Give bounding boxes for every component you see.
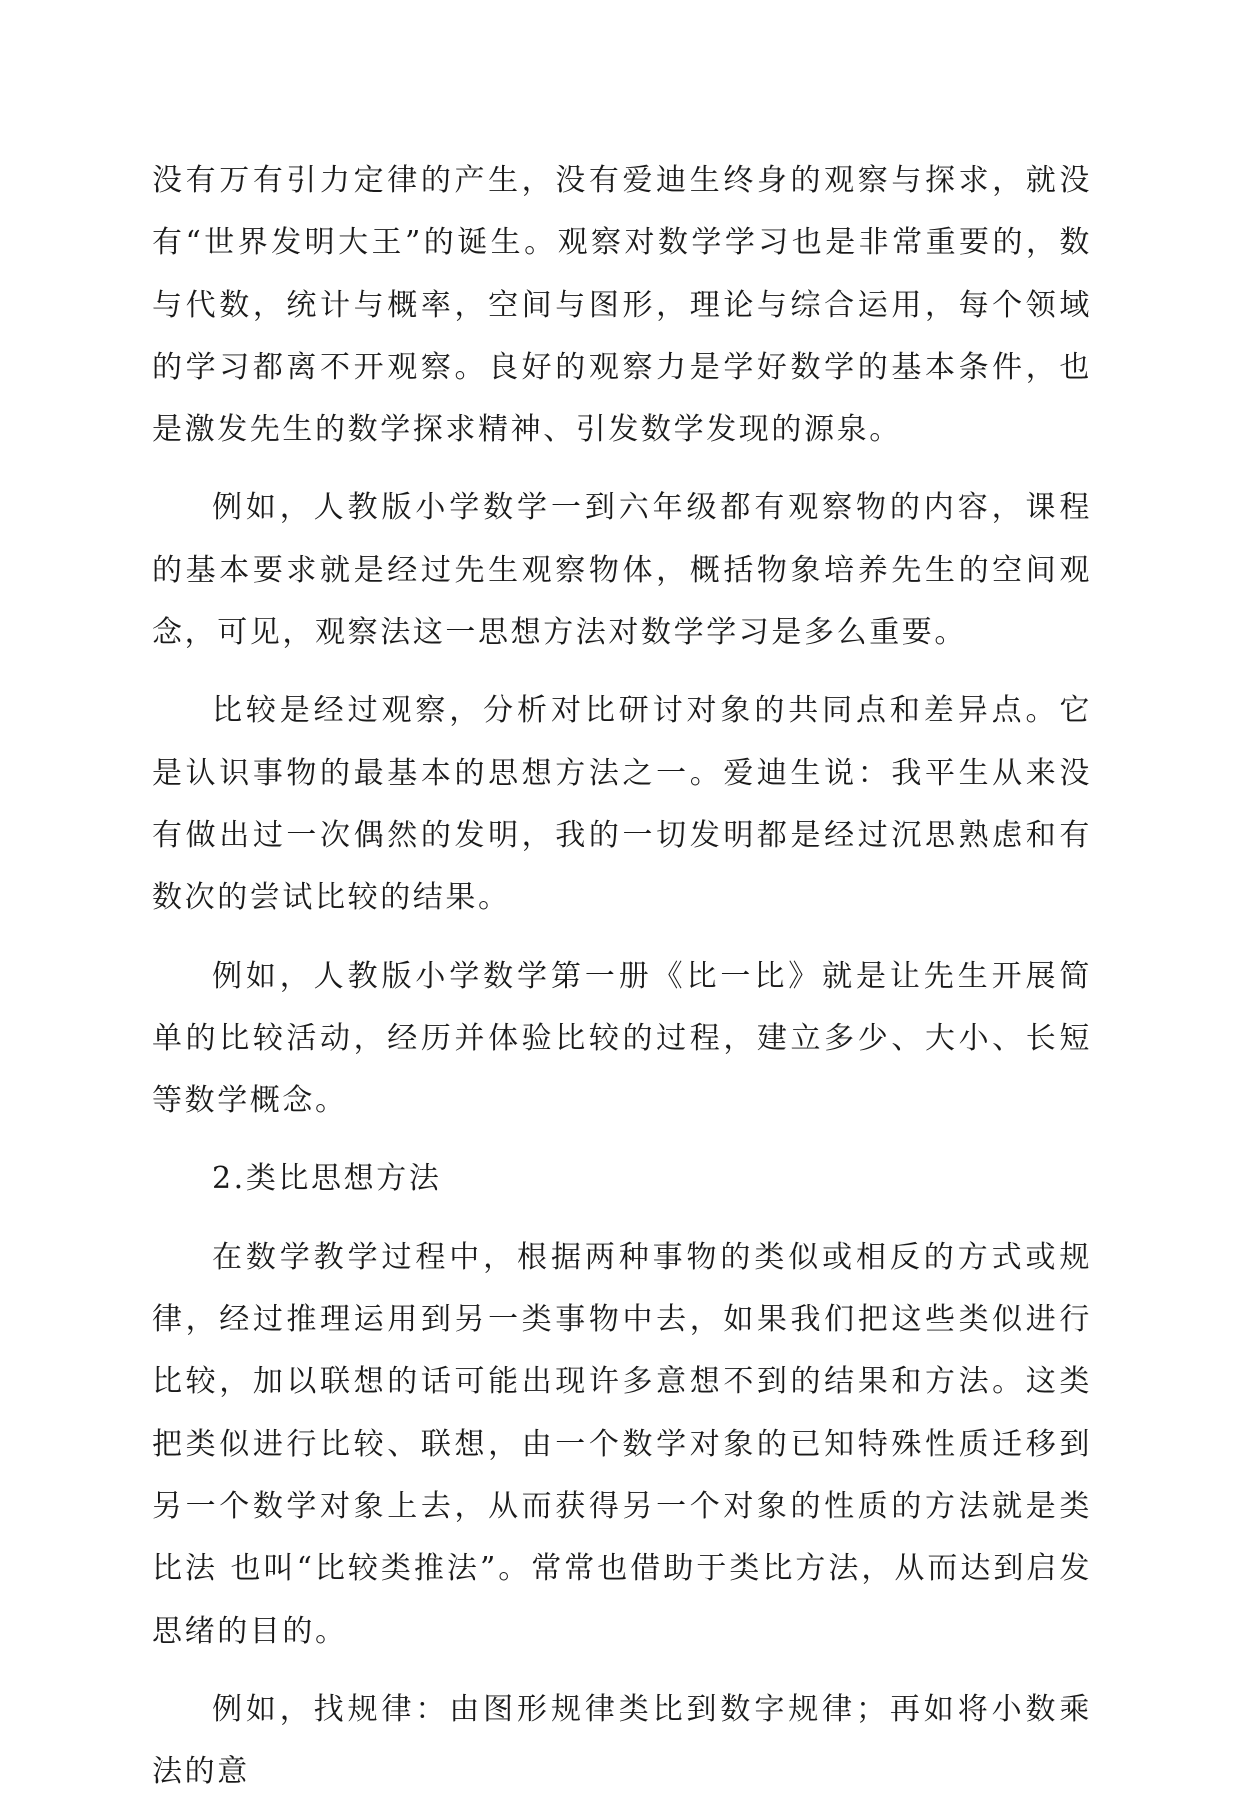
paragraph-comparison-example: 例如，人教版小学数学第一册《比一比》就是让先生开展简单的比较活动，经历并体验比较的过程，建立多少、大小、长短等数学概念。: [152, 958, 1092, 1119]
paragraph-comparison: 比较是经过观察，分析对比研讨对象的共同点和差异点。它是认识事物的最基本的思想方法之一。爱迪生说：我平生从来没有做出过一次偶然的发明，我的一切发明都是经过沉思熟虑和有数次的尝试比较的结果。: [152, 693, 1092, 916]
paragraph-observation-example: 例如，人教版小学数学一到六年级都有观察物的内容，课程的基本要求就是经过先生观察物体，概括物象培养先生的空间观念，可见，观察法这一思想方法对数学学习是多么重要。: [152, 490, 1092, 651]
paragraph-analogy-example: 例如，找规律：由图形规律类比到数字规律；再如将小数乘法的意: [152, 1691, 1092, 1790]
paragraph-observation-importance: 没有万有引力定律的产生，没有爱迪生终身的观察与探求，就没有“世界发明大王”的诞生。观察对数学学习也是非常重要的，数与代数，统计与概率，空间与图形，理论与综合运用，每个领域的学习都离不开观察。良好的观察力是学好数学的基本条件，也是激发先生的数学探求精神、引发数学发现的源泉。: [152, 163, 1092, 448]
section-heading-analogy: 2.类比思想方法: [212, 1161, 442, 1197]
document-body: [152, 150, 1092, 1819]
paragraph-analogy: 在数学教学过程中，根据两种事物的类似或相反的方式或规律，经过推理运用到另一类事物中去，如果我们把这些类似进行比较，加以联想的话可能出现许多意想不到的结果和方法。这类把类似进行比较、联想，由一个数学对象的已知特殊性质迁移到另一个数学对象上去，从而获得另一个对象的性质的方法就是类比法 也叫“比较类推法”。常常也借助于类比方法，从而达到启发思绪的目的。: [152, 1239, 1092, 1649]
